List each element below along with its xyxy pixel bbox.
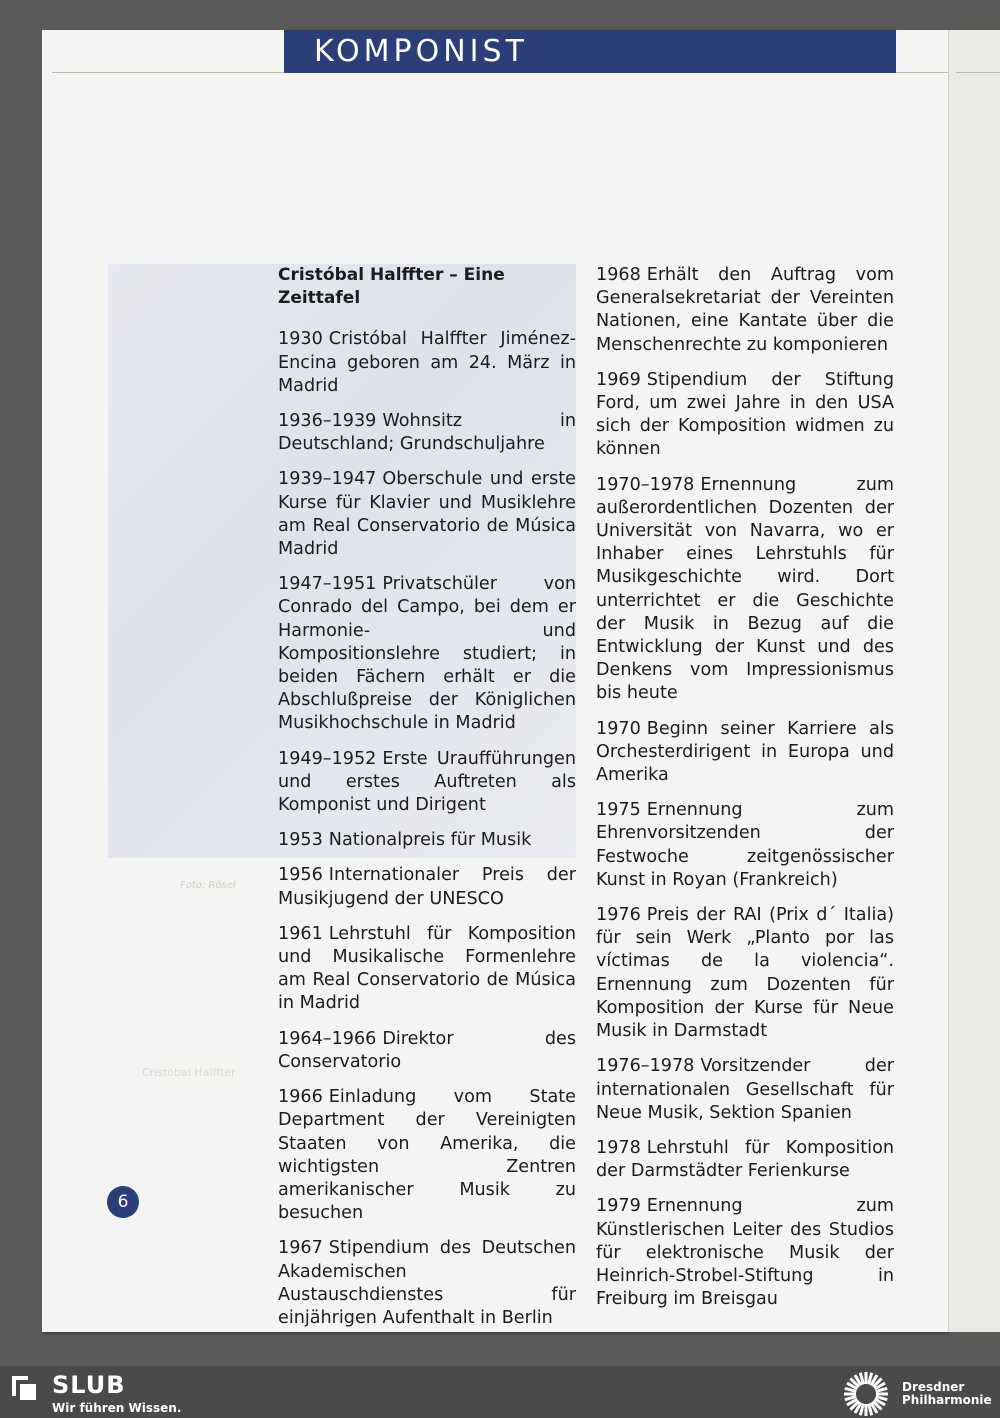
timeline-entry xyxy=(596,1055,894,1125)
partner-name xyxy=(902,1381,998,1407)
timeline-column-left xyxy=(278,264,576,1342)
timeline-year: 1939–1947 xyxy=(278,469,377,490)
timeline-entry xyxy=(596,1195,894,1311)
timeline-year: 1969 xyxy=(596,369,641,390)
timeline-text: Oberschule und erste Kurse für Klavier und Musiklehre am Real Conservatorio de Música Madrid xyxy=(278,469,576,560)
timeline-year: 1970–1978 xyxy=(596,474,695,495)
timeline-year: 1978 xyxy=(596,1137,641,1158)
slub-name: SLUB xyxy=(52,1371,126,1399)
timeline-text: Stipendium des Deutschen Akademischen Austauschdienstes für einjährigen Aufenthalt in Berlin xyxy=(278,1238,576,1328)
article-heading: Cristóbal Halffter – Eine Zeittafel xyxy=(278,265,505,309)
timeline-entry xyxy=(596,474,894,706)
timeline-text: Lehrstuhl für Komposition der Darmstädter Ferienkurse xyxy=(596,1137,894,1182)
timeline-text: Privatschüler von Conrado del Campo, bei dem er Harmonie- und Kompositionslehre studiert; in beiden Fächern erhält er die Abschlußpreise der Königlichen Musikhochschule in Madrid xyxy=(278,574,576,734)
timeline-column-right xyxy=(596,264,894,1323)
timeline-text: Wohnsitz in Deutschland; Grundschuljahre xyxy=(278,411,576,455)
timeline-text: Preis der RAI (Prix d´ Italia) für sein Werk „Planto por las víctimas de la violencia“. Ernennung zum Dozenten für Komposition der Kurse für Neue Musik in Darmstadt xyxy=(596,905,894,1042)
top-rule-right xyxy=(956,72,1000,73)
timeline-entry xyxy=(278,468,576,561)
timeline-year: 1961 xyxy=(278,923,323,944)
timeline-year: 1930 xyxy=(278,329,323,350)
timeline-text: Stipendium der Stiftung Ford, um zwei Jahre in den USA sich der Komposition widmen zu können xyxy=(596,369,894,460)
timeline-year: 1947–1951 xyxy=(278,574,377,595)
timeline-list-right xyxy=(596,264,894,1311)
timeline-entry xyxy=(596,718,894,788)
timeline-text: Ernennung zum außerordentlichen Dozenten der Universität von Navarra, wo er Inhaber eines Lehrstuhls für Musikgeschichte wird. Dort unterrichtet er die Geschichte der Musik in Bezug auf die Entwicklung der Kunst und des Denkens vom Impressionismus bis heute xyxy=(596,474,894,704)
timeline-year: 1949–1952 xyxy=(278,748,377,769)
slub-tagline: Wir führen Wissen. xyxy=(52,1401,182,1415)
section-title: KOMPONIST xyxy=(314,34,528,69)
timeline-entry xyxy=(596,799,894,892)
timeline-year: 1964–1966 xyxy=(278,1028,377,1049)
timeline-text: Direktor des Conservatorio xyxy=(278,1028,576,1072)
partner-name-line1: Dresdner xyxy=(902,1380,965,1394)
timeline-text: Ernennung zum Künstlerischen Leiter des Studios für elektronische Musik der Heinrich-Strobel-Stiftung in Freiburg im Breisgau xyxy=(596,1196,894,1310)
photo-caption: Cristóbal Halffter xyxy=(142,1066,236,1079)
timeline-year: 1953 xyxy=(278,830,323,851)
timeline-entry xyxy=(596,1137,894,1183)
timeline-year: 1970 xyxy=(596,718,641,739)
timeline-year: 1979 xyxy=(596,1196,641,1217)
timeline-text: Erste Uraufführungen und erstes Auftreten als Komponist und Dirigent xyxy=(278,748,576,816)
dresdner-philharmonie-logo-icon xyxy=(842,1370,890,1418)
photo-credit: Foto: Rösel xyxy=(180,880,236,891)
timeline-text: Nationalpreis für Musik xyxy=(328,830,532,851)
partner-name-line2: Philharmonie xyxy=(902,1393,992,1407)
timeline-year: 1976–1978 xyxy=(596,1056,695,1077)
timeline-text: Beginn seiner Karriere als Orchesterdirigent in Europa und Amerika xyxy=(596,718,894,786)
timeline-entry xyxy=(278,328,576,398)
timeline-text: Vorsitzender der internationalen Gesellschaft für Neue Musik, Sektion Spanien xyxy=(596,1056,894,1123)
timeline-text: Cristóbal Halffter Jiménez-Encina geboren am 24. März in Madrid xyxy=(278,329,576,396)
timeline-list-left xyxy=(278,328,576,1330)
timeline-entry xyxy=(278,573,576,735)
timeline-text: Einladung vom State Department der Vereinigten Staaten von Amerika, die wichtigsten Zentren amerikanischer Musik zu besuchen xyxy=(278,1087,576,1224)
timeline-entry xyxy=(278,1028,576,1074)
timeline-year: 1976 xyxy=(596,905,641,926)
timeline-entry xyxy=(596,904,894,1043)
timeline-year: 1936–1939 xyxy=(278,411,377,432)
timeline-entry xyxy=(278,410,576,456)
timeline-entry xyxy=(596,369,894,462)
timeline-entry xyxy=(278,923,576,1016)
next-page-edge xyxy=(948,30,1000,1332)
timeline-entry xyxy=(278,829,576,852)
timeline-year: 1966 xyxy=(278,1087,323,1108)
timeline-entry xyxy=(278,1237,576,1330)
timeline-entry xyxy=(278,748,576,818)
timeline-text: Ernennung zum Ehrenvorsitzenden der Festwoche zeitgenössischer Kunst in Royan (Frankreich) xyxy=(596,800,894,890)
timeline-text: Internationaler Preis der Musikjugend der UNESCO xyxy=(278,865,576,909)
timeline-text: Erhält den Auftrag vom Generalsekretariat der Vereinten Nationen, eine Kantate über die Menschenrechte zu komponieren xyxy=(596,265,894,355)
timeline-entry xyxy=(596,264,894,357)
timeline-entry xyxy=(278,1086,576,1225)
timeline-entry xyxy=(278,864,576,910)
timeline-year: 1968 xyxy=(596,265,641,285)
page-number-badge: 6 xyxy=(107,1186,139,1218)
timeline-year: 1967 xyxy=(278,1238,323,1259)
timeline-year: 1956 xyxy=(278,865,323,886)
timeline-year: 1975 xyxy=(596,800,641,821)
timeline-text: Lehrstuhl für Komposition und Musikalische Formenlehre am Real Conservatorio de Música in Madrid xyxy=(278,923,576,1014)
slub-logo-icon xyxy=(10,1374,38,1402)
